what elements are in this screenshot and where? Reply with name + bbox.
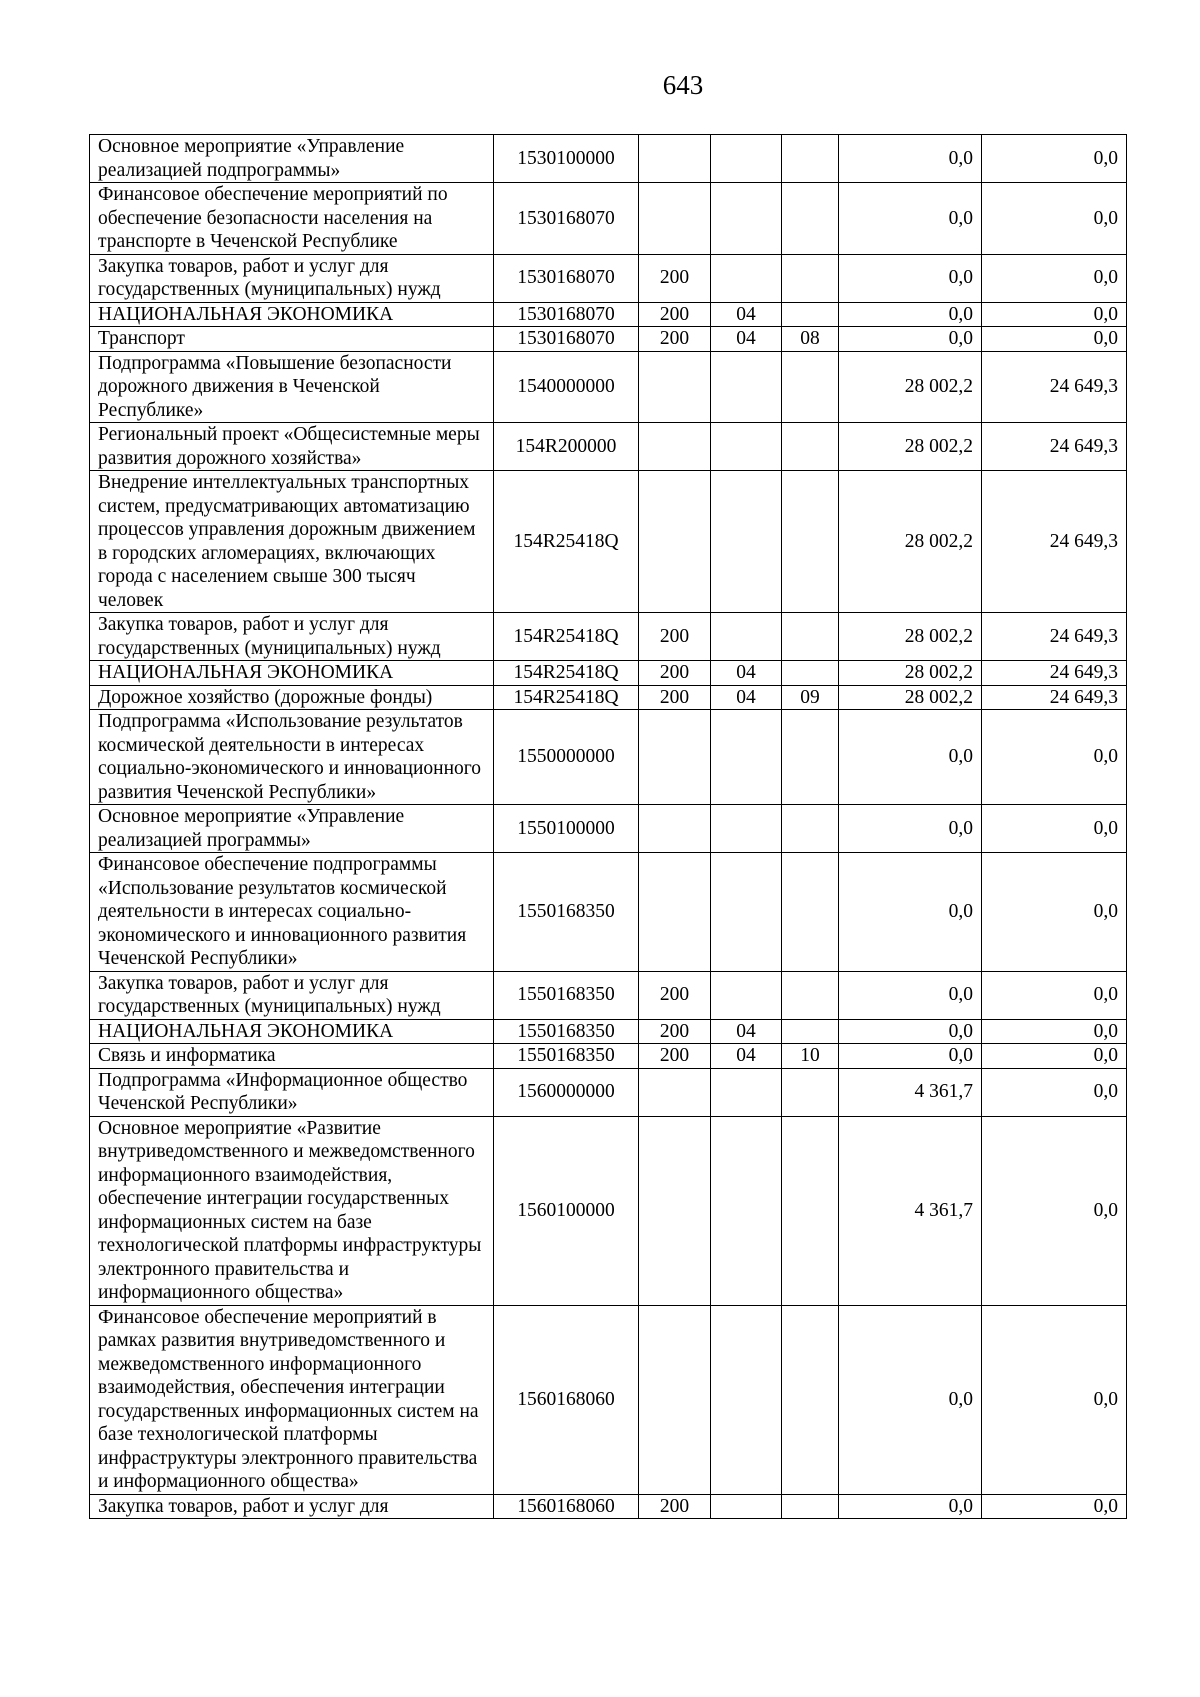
item-name-cell: Финансовое обеспечение мероприятий по обеспечение безопасности населения на транспорте в Чеченской Республике bbox=[90, 183, 494, 255]
table-row bbox=[90, 1116, 1127, 1305]
target-article-cell: 1530168070 bbox=[494, 254, 639, 302]
section-cell bbox=[711, 853, 782, 972]
amount-year-2-cell: 24 649,3 bbox=[982, 351, 1127, 423]
table-row bbox=[90, 254, 1127, 302]
item-name-cell: Финансовое обеспечение мероприятий в рамках развития внутриведомственного и межведомственного информационного взаимодействия, обеспечения интеграции государственных информационных систем на базе технологической платформы инфраструктуры электронного правительства и информационного общества» bbox=[90, 1305, 494, 1494]
target-article-cell: 1560100000 bbox=[494, 1116, 639, 1305]
subsection-cell bbox=[782, 254, 839, 302]
section-cell bbox=[711, 471, 782, 613]
target-article-cell: 154R25418Q bbox=[494, 685, 639, 710]
amount-year-2-cell: 0,0 bbox=[982, 302, 1127, 327]
target-article-cell: 1560168060 bbox=[494, 1494, 639, 1519]
target-article-cell: 1550168350 bbox=[494, 1044, 639, 1069]
amount-year-1-cell: 0,0 bbox=[839, 1044, 982, 1069]
item-name-cell: Связь и информатика bbox=[90, 1044, 494, 1069]
target-article-cell: 154R25418Q bbox=[494, 661, 639, 686]
amount-year-2-cell: 0,0 bbox=[982, 1494, 1127, 1519]
table-row bbox=[90, 423, 1127, 471]
amount-year-2-cell: 0,0 bbox=[982, 1019, 1127, 1044]
expense-type-cell: 200 bbox=[639, 1019, 711, 1044]
subsection-cell bbox=[782, 661, 839, 686]
expense-type-cell: 200 bbox=[639, 302, 711, 327]
section-cell bbox=[711, 423, 782, 471]
amount-year-2-cell: 24 649,3 bbox=[982, 661, 1127, 686]
section-cell bbox=[711, 805, 782, 853]
subsection-cell: 10 bbox=[782, 1044, 839, 1069]
amount-year-2-cell: 0,0 bbox=[982, 1068, 1127, 1116]
target-article-cell: 1550168350 bbox=[494, 853, 639, 972]
table-row bbox=[90, 805, 1127, 853]
page-number: 643 bbox=[662, 70, 704, 100]
item-name-cell: НАЦИОНАЛЬНАЯ ЭКОНОМИКА bbox=[90, 302, 494, 327]
amount-year-1-cell: 0,0 bbox=[839, 327, 982, 352]
table-row bbox=[90, 853, 1127, 972]
amount-year-2-cell: 0,0 bbox=[982, 805, 1127, 853]
subsection-cell bbox=[782, 423, 839, 471]
amount-year-2-cell: 0,0 bbox=[982, 1305, 1127, 1494]
amount-year-1-cell: 0,0 bbox=[839, 254, 982, 302]
budget-table-body bbox=[90, 135, 1127, 1519]
section-cell bbox=[711, 1068, 782, 1116]
amount-year-2-cell: 24 649,3 bbox=[982, 685, 1127, 710]
expense-type-cell bbox=[639, 1068, 711, 1116]
amount-year-1-cell: 0,0 bbox=[839, 135, 982, 183]
expense-type-cell bbox=[639, 805, 711, 853]
subsection-cell bbox=[782, 351, 839, 423]
expense-type-cell bbox=[639, 1116, 711, 1305]
section-cell bbox=[711, 1116, 782, 1305]
subsection-cell bbox=[782, 613, 839, 661]
amount-year-1-cell: 0,0 bbox=[839, 971, 982, 1019]
subsection-cell: 09 bbox=[782, 685, 839, 710]
expense-type-cell: 200 bbox=[639, 685, 711, 710]
expense-type-cell: 200 bbox=[639, 1494, 711, 1519]
target-article-cell: 1550100000 bbox=[494, 805, 639, 853]
table-row bbox=[90, 302, 1127, 327]
section-cell: 04 bbox=[711, 302, 782, 327]
amount-year-1-cell: 28 002,2 bbox=[839, 685, 982, 710]
subsection-cell bbox=[782, 1494, 839, 1519]
item-name-cell: Внедрение интеллектуальных транспортных систем, предусматривающих автоматизацию процессов управления дорожным движением в городских агломерациях, включающих города с населением свыше 300 тысяч человек bbox=[90, 471, 494, 613]
item-name-cell: Дорожное хозяйство (дорожные фонды) bbox=[90, 685, 494, 710]
table-row bbox=[90, 135, 1127, 183]
target-article-cell: 1550168350 bbox=[494, 971, 639, 1019]
expense-type-cell: 200 bbox=[639, 661, 711, 686]
item-name-cell: Закупка товаров, работ и услуг для государственных (муниципальных) нужд bbox=[90, 254, 494, 302]
amount-year-1-cell: 28 002,2 bbox=[839, 661, 982, 686]
amount-year-1-cell: 0,0 bbox=[839, 302, 982, 327]
table-row bbox=[90, 1044, 1127, 1069]
expense-type-cell: 200 bbox=[639, 613, 711, 661]
item-name-cell: Закупка товаров, работ и услуг для bbox=[90, 1494, 494, 1519]
expense-type-cell bbox=[639, 471, 711, 613]
table-row bbox=[90, 1305, 1127, 1494]
target-article-cell: 154R200000 bbox=[494, 423, 639, 471]
subsection-cell bbox=[782, 471, 839, 613]
section-cell: 04 bbox=[711, 1044, 782, 1069]
subsection-cell bbox=[782, 1305, 839, 1494]
section-cell bbox=[711, 351, 782, 423]
amount-year-1-cell: 0,0 bbox=[839, 710, 982, 805]
expense-type-cell bbox=[639, 710, 711, 805]
amount-year-1-cell: 4 361,7 bbox=[839, 1116, 982, 1305]
table-row bbox=[90, 710, 1127, 805]
amount-year-2-cell: 0,0 bbox=[982, 1044, 1127, 1069]
amount-year-2-cell: 24 649,3 bbox=[982, 423, 1127, 471]
expense-type-cell bbox=[639, 423, 711, 471]
subsection-cell bbox=[782, 853, 839, 972]
amount-year-2-cell: 0,0 bbox=[982, 971, 1127, 1019]
amount-year-1-cell: 0,0 bbox=[839, 1019, 982, 1044]
target-article-cell: 1530168070 bbox=[494, 302, 639, 327]
target-article-cell: 154R25418Q bbox=[494, 613, 639, 661]
item-name-cell: Подпрограмма «Информационное общество Чеченской Республики» bbox=[90, 1068, 494, 1116]
table-row bbox=[90, 1494, 1127, 1519]
subsection-cell bbox=[782, 710, 839, 805]
amount-year-2-cell: 0,0 bbox=[982, 1116, 1127, 1305]
expense-type-cell bbox=[639, 135, 711, 183]
table-row bbox=[90, 971, 1127, 1019]
amount-year-1-cell: 28 002,2 bbox=[839, 423, 982, 471]
amount-year-1-cell: 0,0 bbox=[839, 183, 982, 255]
expense-type-cell bbox=[639, 183, 711, 255]
amount-year-2-cell: 0,0 bbox=[982, 327, 1127, 352]
subsection-cell bbox=[782, 805, 839, 853]
section-cell bbox=[711, 254, 782, 302]
subsection-cell: 08 bbox=[782, 327, 839, 352]
item-name-cell: Подпрограмма «Повышение безопасности дорожного движения в Чеченской Республике» bbox=[90, 351, 494, 423]
amount-year-1-cell: 28 002,2 bbox=[839, 613, 982, 661]
amount-year-2-cell: 0,0 bbox=[982, 135, 1127, 183]
expense-type-cell bbox=[639, 853, 711, 972]
item-name-cell: НАЦИОНАЛЬНАЯ ЭКОНОМИКА bbox=[90, 1019, 494, 1044]
amount-year-1-cell: 0,0 bbox=[839, 1305, 982, 1494]
item-name-cell: Основное мероприятие «Управление реализацией программы» bbox=[90, 805, 494, 853]
expense-type-cell: 200 bbox=[639, 971, 711, 1019]
section-cell bbox=[711, 135, 782, 183]
subsection-cell bbox=[782, 1068, 839, 1116]
table-row bbox=[90, 1019, 1127, 1044]
amount-year-2-cell: 0,0 bbox=[982, 254, 1127, 302]
amount-year-1-cell: 0,0 bbox=[839, 1494, 982, 1519]
table-row bbox=[90, 661, 1127, 686]
target-article-cell: 1560000000 bbox=[494, 1068, 639, 1116]
table-row bbox=[90, 613, 1127, 661]
amount-year-2-cell: 0,0 bbox=[982, 183, 1127, 255]
subsection-cell bbox=[782, 135, 839, 183]
expense-type-cell: 200 bbox=[639, 327, 711, 352]
item-name-cell: Закупка товаров, работ и услуг для государственных (муниципальных) нужд bbox=[90, 613, 494, 661]
section-cell: 04 bbox=[711, 327, 782, 352]
item-name-cell: Закупка товаров, работ и услуг для государственных (муниципальных) нужд bbox=[90, 971, 494, 1019]
table-row bbox=[90, 685, 1127, 710]
amount-year-1-cell: 4 361,7 bbox=[839, 1068, 982, 1116]
budget-table bbox=[89, 134, 1127, 1519]
table-row bbox=[90, 1068, 1127, 1116]
amount-year-1-cell: 28 002,2 bbox=[839, 351, 982, 423]
section-cell bbox=[711, 183, 782, 255]
amount-year-1-cell: 28 002,2 bbox=[839, 471, 982, 613]
item-name-cell: Основное мероприятие «Развитие внутриведомственного и межведомственного информационного взаимодействия, обеспечение интеграции государственных информационных систем на базе технологической платформы инфраструктуры электронного правительства и информационного общества» bbox=[90, 1116, 494, 1305]
target-article-cell: 1550168350 bbox=[494, 1019, 639, 1044]
amount-year-1-cell: 0,0 bbox=[839, 853, 982, 972]
section-cell bbox=[711, 971, 782, 1019]
subsection-cell bbox=[782, 302, 839, 327]
section-cell: 04 bbox=[711, 661, 782, 686]
item-name-cell: Основное мероприятие «Управление реализацией подпрограммы» bbox=[90, 135, 494, 183]
table-row bbox=[90, 183, 1127, 255]
item-name-cell: Финансовое обеспечение подпрограммы «Использование результатов космической деятельности в интересах социально-экономического и инновационного развития Чеченской Республики» bbox=[90, 853, 494, 972]
subsection-cell bbox=[782, 183, 839, 255]
table-row bbox=[90, 471, 1127, 613]
target-article-cell: 1530100000 bbox=[494, 135, 639, 183]
section-cell: 04 bbox=[711, 1019, 782, 1044]
section-cell: 04 bbox=[711, 685, 782, 710]
expense-type-cell bbox=[639, 1305, 711, 1494]
target-article-cell: 1540000000 bbox=[494, 351, 639, 423]
expense-type-cell bbox=[639, 351, 711, 423]
section-cell bbox=[711, 1305, 782, 1494]
amount-year-2-cell: 0,0 bbox=[982, 710, 1127, 805]
expense-type-cell: 200 bbox=[639, 254, 711, 302]
item-name-cell: Подпрограмма «Использование результатов космической деятельности в интересах социально-экономического и инновационного развития Чеченской Республики» bbox=[90, 710, 494, 805]
target-article-cell: 1550000000 bbox=[494, 710, 639, 805]
section-cell bbox=[711, 710, 782, 805]
table-row bbox=[90, 327, 1127, 352]
item-name-cell: Региональный проект «Общесистемные меры развития дорожного хозяйства» bbox=[90, 423, 494, 471]
amount-year-2-cell: 24 649,3 bbox=[982, 471, 1127, 613]
target-article-cell: 1530168070 bbox=[494, 183, 639, 255]
target-article-cell: 154R25418Q bbox=[494, 471, 639, 613]
subsection-cell bbox=[782, 1019, 839, 1044]
amount-year-1-cell: 0,0 bbox=[839, 805, 982, 853]
section-cell bbox=[711, 613, 782, 661]
subsection-cell bbox=[782, 971, 839, 1019]
section-cell bbox=[711, 1494, 782, 1519]
item-name-cell: Транспорт bbox=[90, 327, 494, 352]
target-article-cell: 1560168060 bbox=[494, 1305, 639, 1494]
expense-type-cell: 200 bbox=[639, 1044, 711, 1069]
amount-year-2-cell: 0,0 bbox=[982, 853, 1127, 972]
table-row bbox=[90, 351, 1127, 423]
target-article-cell: 1530168070 bbox=[494, 327, 639, 352]
subsection-cell bbox=[782, 1116, 839, 1305]
item-name-cell: НАЦИОНАЛЬНАЯ ЭКОНОМИКА bbox=[90, 661, 494, 686]
amount-year-2-cell: 24 649,3 bbox=[982, 613, 1127, 661]
